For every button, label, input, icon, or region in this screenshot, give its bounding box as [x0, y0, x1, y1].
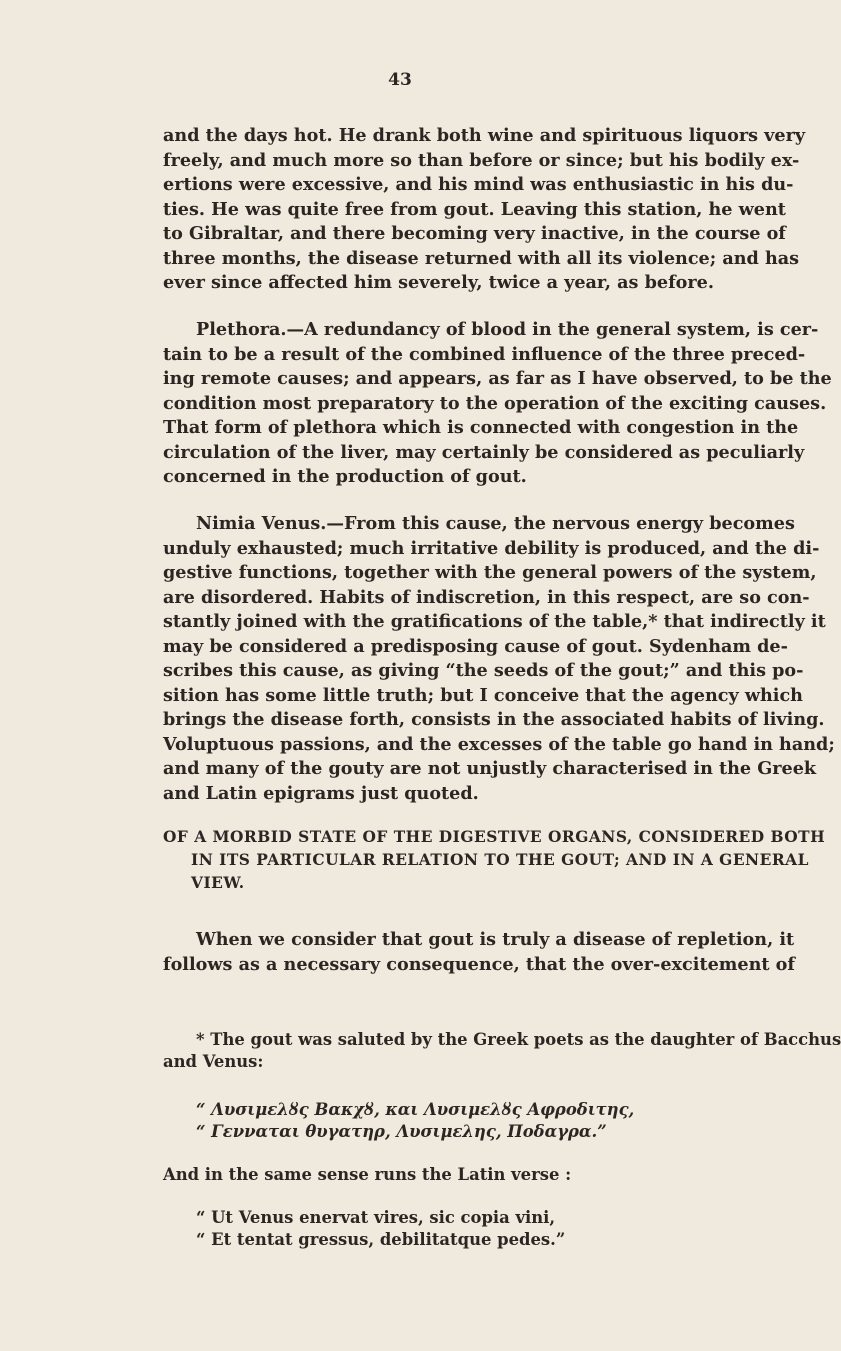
greek-epigram — [163, 1099, 711, 1143]
text-line: tain to be a result of the combined influence of the three preced- — [163, 343, 806, 365]
text-line: That form of plethora which is connected with congestion in the — [163, 417, 799, 438]
text-line: freely, and much more so than before or since; but his bodily ex- — [163, 149, 800, 171]
paragraph-4 — [163, 928, 795, 977]
latin-line: “ Ut Venus enervat vires, sic copia vini, — [196, 1208, 556, 1227]
greek-line: “ Λυσιμελȣς Βακχȣ, και Λυσιμελȣς Αφροδιτης, — [196, 1100, 635, 1119]
text-line: are disordered. Habits of indiscretion, in this respect, are so con- — [163, 586, 810, 608]
text-line: and Latin epigrams just quoted. — [163, 782, 479, 804]
text-line: ties. He was quite free from gout. Leaving this station, he went — [163, 198, 786, 220]
paragraph-1 — [163, 124, 806, 296]
section-heading — [163, 826, 826, 895]
text-line: When we consider that gout is truly a disease of repletion, it — [196, 929, 795, 950]
heading-line: IN ITS PARTICULAR RELATION TO THE GOUT; AND IN A GENERAL — [191, 851, 809, 869]
footnote-line: And in the same sense runs the Latin verse : — [163, 1165, 572, 1184]
page-number: 43 — [388, 70, 412, 90]
text-line: and the days hot. He drank both wine and spirituous liquors very — [163, 125, 806, 146]
text-line: brings the disease forth, consists in the associated habits of living. — [163, 709, 825, 730]
text-line: scribes this cause, as giving “the seeds of the gout;” and this po- — [163, 660, 804, 681]
text-line: Voluptuous passions, and the excesses of the table go hand in hand; — [163, 733, 835, 755]
text-line: stantly joined with the gratifications of the table,* that indirectly it — [163, 611, 826, 632]
heading-line: OF A MORBID STATE OF THE DIGESTIVE ORGANS, CONSIDERED BOTH — [163, 828, 826, 846]
footnote-line: * The gout was saluted by the Greek poets as the daughter of Bacchus — [196, 1030, 841, 1049]
text-line: Plethora.—A redundancy of blood in the general system, is cer- — [196, 319, 819, 340]
text-line: sition has some little truth; but I conceive that the agency which — [163, 684, 803, 706]
text-line: ing remote causes; and appears, as far as I have observed, to be the — [163, 368, 832, 389]
text-line: gestive functions, together with the general powers of the system, — [163, 562, 817, 583]
text-line: ever since affected him severely, twice a year, as before. — [163, 272, 714, 293]
latin-verse — [163, 1207, 711, 1251]
paragraph-3 — [163, 512, 835, 806]
greek-line: “ Γενναται θυγατηρ, Λυσιμελης, Ποδαγρα.” — [196, 1122, 607, 1141]
text-line: unduly exhausted; much irritative debility is produced, and the di- — [163, 537, 820, 559]
text-line: may be considered a predisposing cause of gout. Sydenham de- — [163, 635, 788, 657]
text-line: ertions were excessive, and his mind was enthusiastic in his du- — [163, 174, 794, 195]
text-line: concerned in the production of gout. — [163, 466, 527, 487]
footnote — [163, 1029, 841, 1073]
text-line: three months, the disease returned with all its violence; and has — [163, 247, 800, 269]
latin-line: “ Et tentat gressus, debilitatque pedes.” — [196, 1230, 566, 1249]
text-line: to Gibraltar, and there becoming very inactive, in the course of — [163, 223, 786, 244]
paragraph-2 — [163, 318, 832, 490]
latin-intro — [163, 1164, 711, 1186]
text-line: follows as a necessary consequence, that the over-excitement of — [163, 953, 795, 975]
text-line: and many of the gouty are not unjustly characterised in the Greek — [163, 758, 817, 779]
text-line: circulation of the liver, may certainly be considered as peculiarly — [163, 441, 805, 463]
text-line: condition most preparatory to the operation of the exciting causes. — [163, 392, 827, 414]
text-line: Nimia Venus.—From this cause, the nervous energy becomes — [196, 513, 795, 534]
footnote-line: and Venus: — [163, 1052, 264, 1071]
heading-line: VIEW. — [191, 874, 245, 892]
